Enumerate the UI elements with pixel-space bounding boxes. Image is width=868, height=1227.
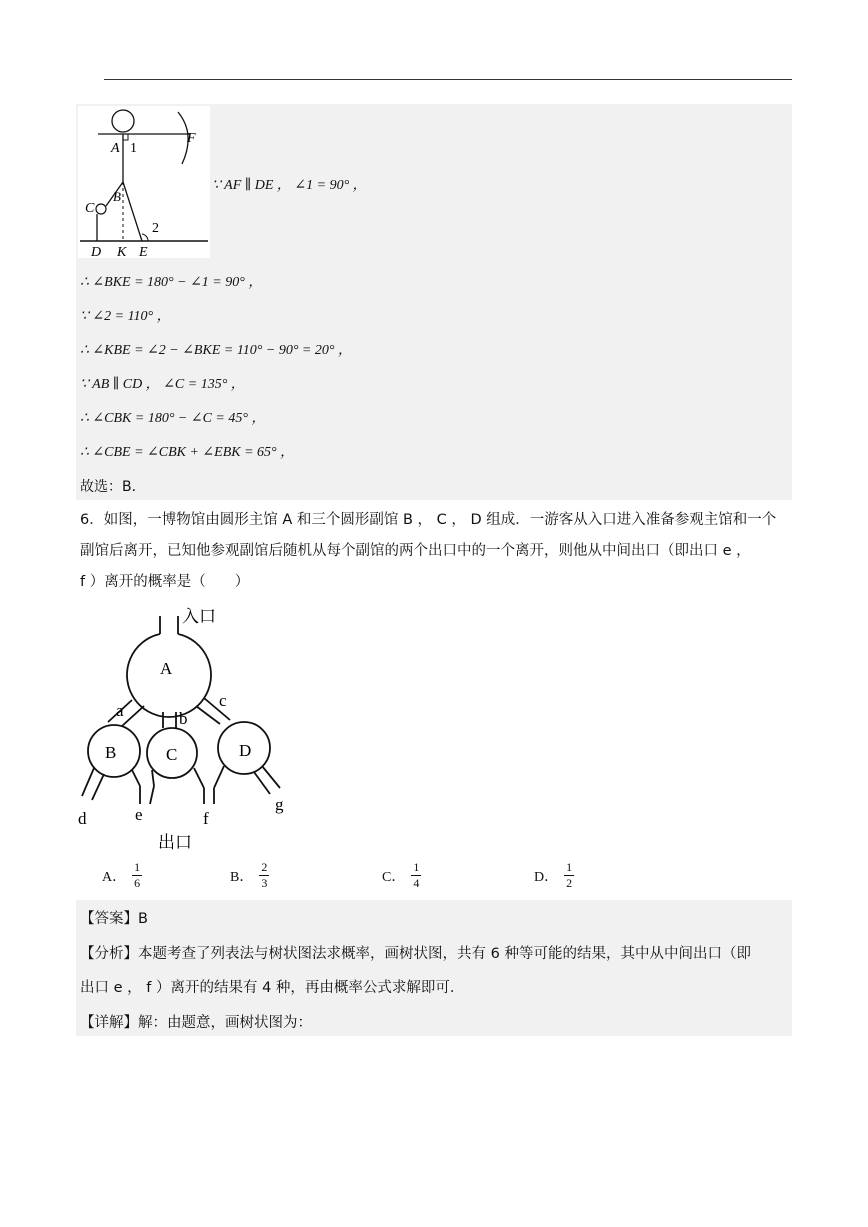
analysis-line-1: 【分析】本题考查了列表法与树状图法求概率，画树状图，共有 6 种等可能的结果，其中从中间出口（即	[80, 946, 751, 962]
analysis-line-2: 出口 e ， f ）离开的结果有 4 种，再由概率公式求解即可．	[80, 980, 465, 996]
hall-C-label: C	[166, 745, 178, 764]
hall-D-label: D	[239, 741, 252, 760]
step-3: ∴ ∠KBE = ∠2 − ∠BKE = 110° − 90° = 20° ，	[80, 343, 352, 358]
option-b[interactable]	[230, 860, 269, 891]
option-d-letter: D．	[534, 869, 559, 885]
fig1-label-K: K	[117, 245, 127, 258]
entrance-label: 入口	[182, 607, 216, 626]
step-5: ∴ ∠CBK = 180° − ∠C = 45° ，	[80, 411, 266, 426]
option-a-denominator: 6	[134, 876, 141, 890]
fig1-label-A: A	[111, 141, 120, 156]
option-a[interactable]	[102, 860, 142, 891]
exit-d-label: d	[78, 809, 87, 828]
exit-g-label: g	[275, 795, 284, 814]
option-a-fraction	[132, 860, 142, 891]
answer-line: 【答案】B	[80, 911, 148, 927]
fig1-label-B: B	[113, 189, 121, 204]
conclusion: 故选：B．	[80, 479, 146, 495]
option-b-fraction	[259, 860, 269, 891]
option-b-letter: B．	[230, 869, 254, 885]
option-b-denominator: 3	[261, 876, 268, 890]
detail-line: 【详解】解：由题意，画树状图为：	[80, 1015, 312, 1031]
path-a-label: a	[116, 701, 124, 720]
museum-figure	[72, 600, 302, 855]
option-d-denominator: 2	[566, 876, 573, 890]
option-c[interactable]	[382, 860, 421, 891]
fig1-label-F: F	[187, 131, 196, 146]
option-c-fraction	[411, 860, 421, 891]
hall-B-label: B	[105, 743, 117, 762]
option-c-numerator: 1	[413, 860, 420, 874]
question-line-1: 6．如图，一博物馆由圆形主馆 A 和三个圆形副馆 B ， C ， D 组成．一游客从入口进入准备参观主馆和一个	[80, 512, 777, 528]
option-a-numerator: 1	[134, 860, 141, 874]
path-b-label: b	[179, 709, 188, 728]
header-rule	[104, 79, 792, 80]
question-line-2: 副馆后离开，已知他参观副馆后随机从每个副馆的两个出口中的一个离开，则他从中间出口（即出口 e ，	[80, 543, 751, 559]
fig1-label-E: E	[139, 245, 148, 258]
option-d-fraction	[564, 860, 574, 891]
exit-label: 出口	[158, 833, 192, 852]
step-6: ∴ ∠CBE = ∠CBK + ∠EBK = 65° ，	[80, 445, 295, 460]
path-c-label: c	[219, 691, 227, 710]
exit-f-label: f	[203, 809, 209, 828]
step-2: ∵ ∠2 = 110° ，	[80, 309, 171, 324]
option-c-letter: C．	[382, 869, 406, 885]
geometry-figure	[78, 106, 210, 258]
step-1: ∴ ∠BKE = 180° − ∠1 = 90° ，	[80, 275, 263, 290]
fig1-label-C: C	[85, 201, 95, 216]
option-b-numerator: 2	[261, 860, 268, 874]
option-d-numerator: 1	[566, 860, 573, 874]
question-line-3: f ）离开的概率是（ ）	[80, 574, 250, 590]
step-4: ∵ AB ∥ CD ， ∠C = 135° ，	[80, 377, 245, 392]
option-d[interactable]	[534, 860, 574, 891]
fig1-label-1: 1	[130, 141, 137, 156]
hall-A-label: A	[160, 659, 173, 678]
fig1-label-2: 2	[152, 221, 159, 236]
option-c-denominator: 4	[413, 876, 420, 890]
option-a-letter: A．	[102, 869, 127, 885]
given-line: ∵ AF ∥ DE ， ∠1 = 90° ，	[212, 178, 367, 193]
exit-e-label: e	[135, 805, 143, 824]
fig1-label-D: D	[91, 245, 102, 258]
